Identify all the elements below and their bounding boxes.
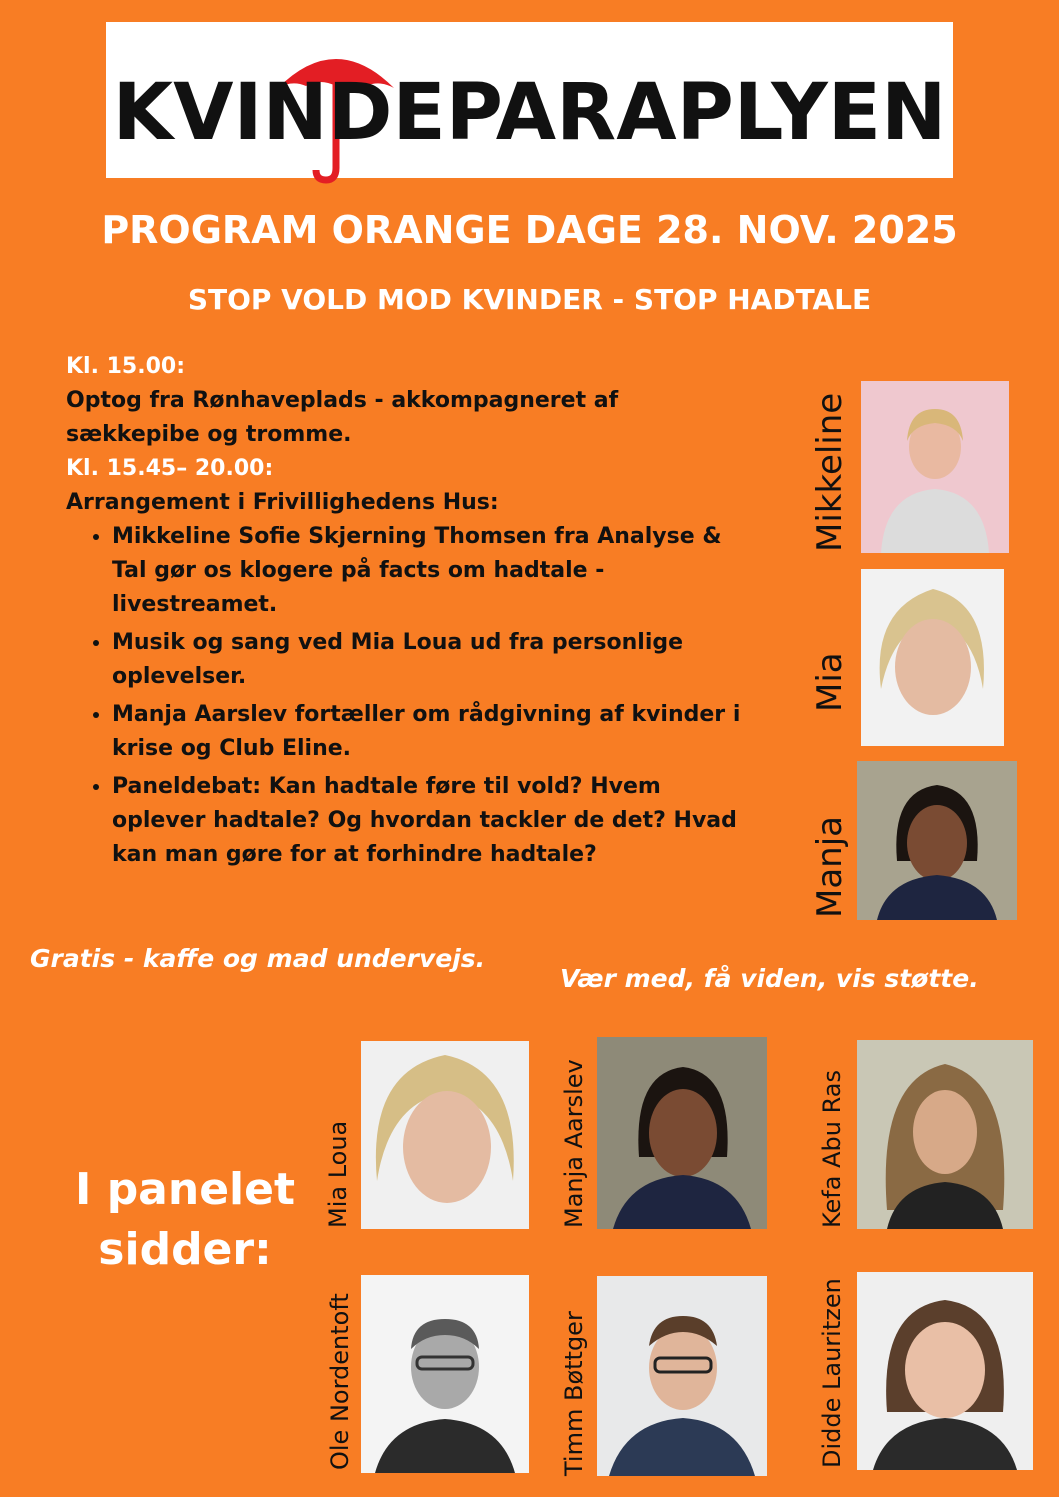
- logo-banner: [106, 22, 953, 178]
- photo-didde-lauritzen: [857, 1272, 1033, 1470]
- photo-timm-bottger: [597, 1276, 767, 1476]
- photo-manja-aarslev: [597, 1037, 767, 1229]
- speaker-label-mia: Mia: [810, 652, 850, 712]
- photo-mia: [861, 569, 1004, 746]
- speaker-label-mikkeline: Mikkeline: [810, 392, 850, 552]
- photo-mia-loua: [361, 1041, 529, 1229]
- program-section: [66, 350, 756, 876]
- panel-heading: [60, 1160, 310, 1280]
- time-2: Kl. 15.45– 20.00:: [66, 456, 274, 481]
- photo-manja: [857, 761, 1017, 920]
- note-free: Gratis - kaffe og mad undervejs.: [30, 944, 486, 973]
- logo-wordmark: KVINDEPARAPLYEN: [112, 68, 947, 158]
- panel-label-manja-aarslev: Manja Aarslev: [560, 1059, 588, 1228]
- panel-heading-line2: sidder:: [98, 1224, 272, 1275]
- list-item: • Manja Aarslev fortæller om rådgivning af kvinder i krise og Club Eline.: [112, 698, 756, 766]
- photo-mikkeline: [861, 381, 1009, 553]
- program-text-2: Arrangement i Frivillighedens Hus:: [66, 490, 499, 515]
- program-list: [66, 520, 756, 872]
- panel-label-mia-loua: Mia Loua: [324, 1120, 352, 1228]
- photo-kefa-abu-ras: [857, 1040, 1033, 1229]
- panel-label-timm-bottger: Timm Bøttger: [560, 1311, 588, 1476]
- photo-ole-nordentoft: [361, 1275, 529, 1473]
- time-1: Kl. 15.00:: [66, 354, 185, 379]
- note-join: Vær med, få viden, vis støtte.: [560, 964, 979, 993]
- list-item: • Mikkeline Sofie Skjerning Thomsen fra Analyse & Tal gør os klogere på facts om hadtale - livestreamet.: [112, 520, 756, 622]
- page-title: PROGRAM ORANGE DAGE 28. NOV. 2025: [101, 208, 958, 252]
- list-item: • Musik og sang ved Mia Loua ud fra personlige oplevelser.: [112, 626, 756, 694]
- panel-label-ole-nordentoft: Ole Nordentoft: [326, 1293, 354, 1470]
- panel-label-didde-lauritzen: Didde Lauritzen: [818, 1278, 846, 1468]
- program-text-1: Optog fra Rønhaveplads - akkompagneret af sækkepibe og tromme.: [66, 388, 619, 447]
- page-subtitle: STOP VOLD MOD KVINDER - STOP HADTALE: [187, 283, 872, 316]
- speaker-label-manja: Manja: [810, 816, 850, 918]
- panel-heading-line1: I panelet: [75, 1164, 295, 1215]
- panel-label-kefa-abu-ras: Kefa Abu Ras: [818, 1070, 846, 1228]
- list-item: • Paneldebat: Kan hadtale føre til vold? Hvem oplever hadtale? Og hvordan tackler de det? Hvad kan man gøre for at forhindre hadtale?: [112, 770, 756, 872]
